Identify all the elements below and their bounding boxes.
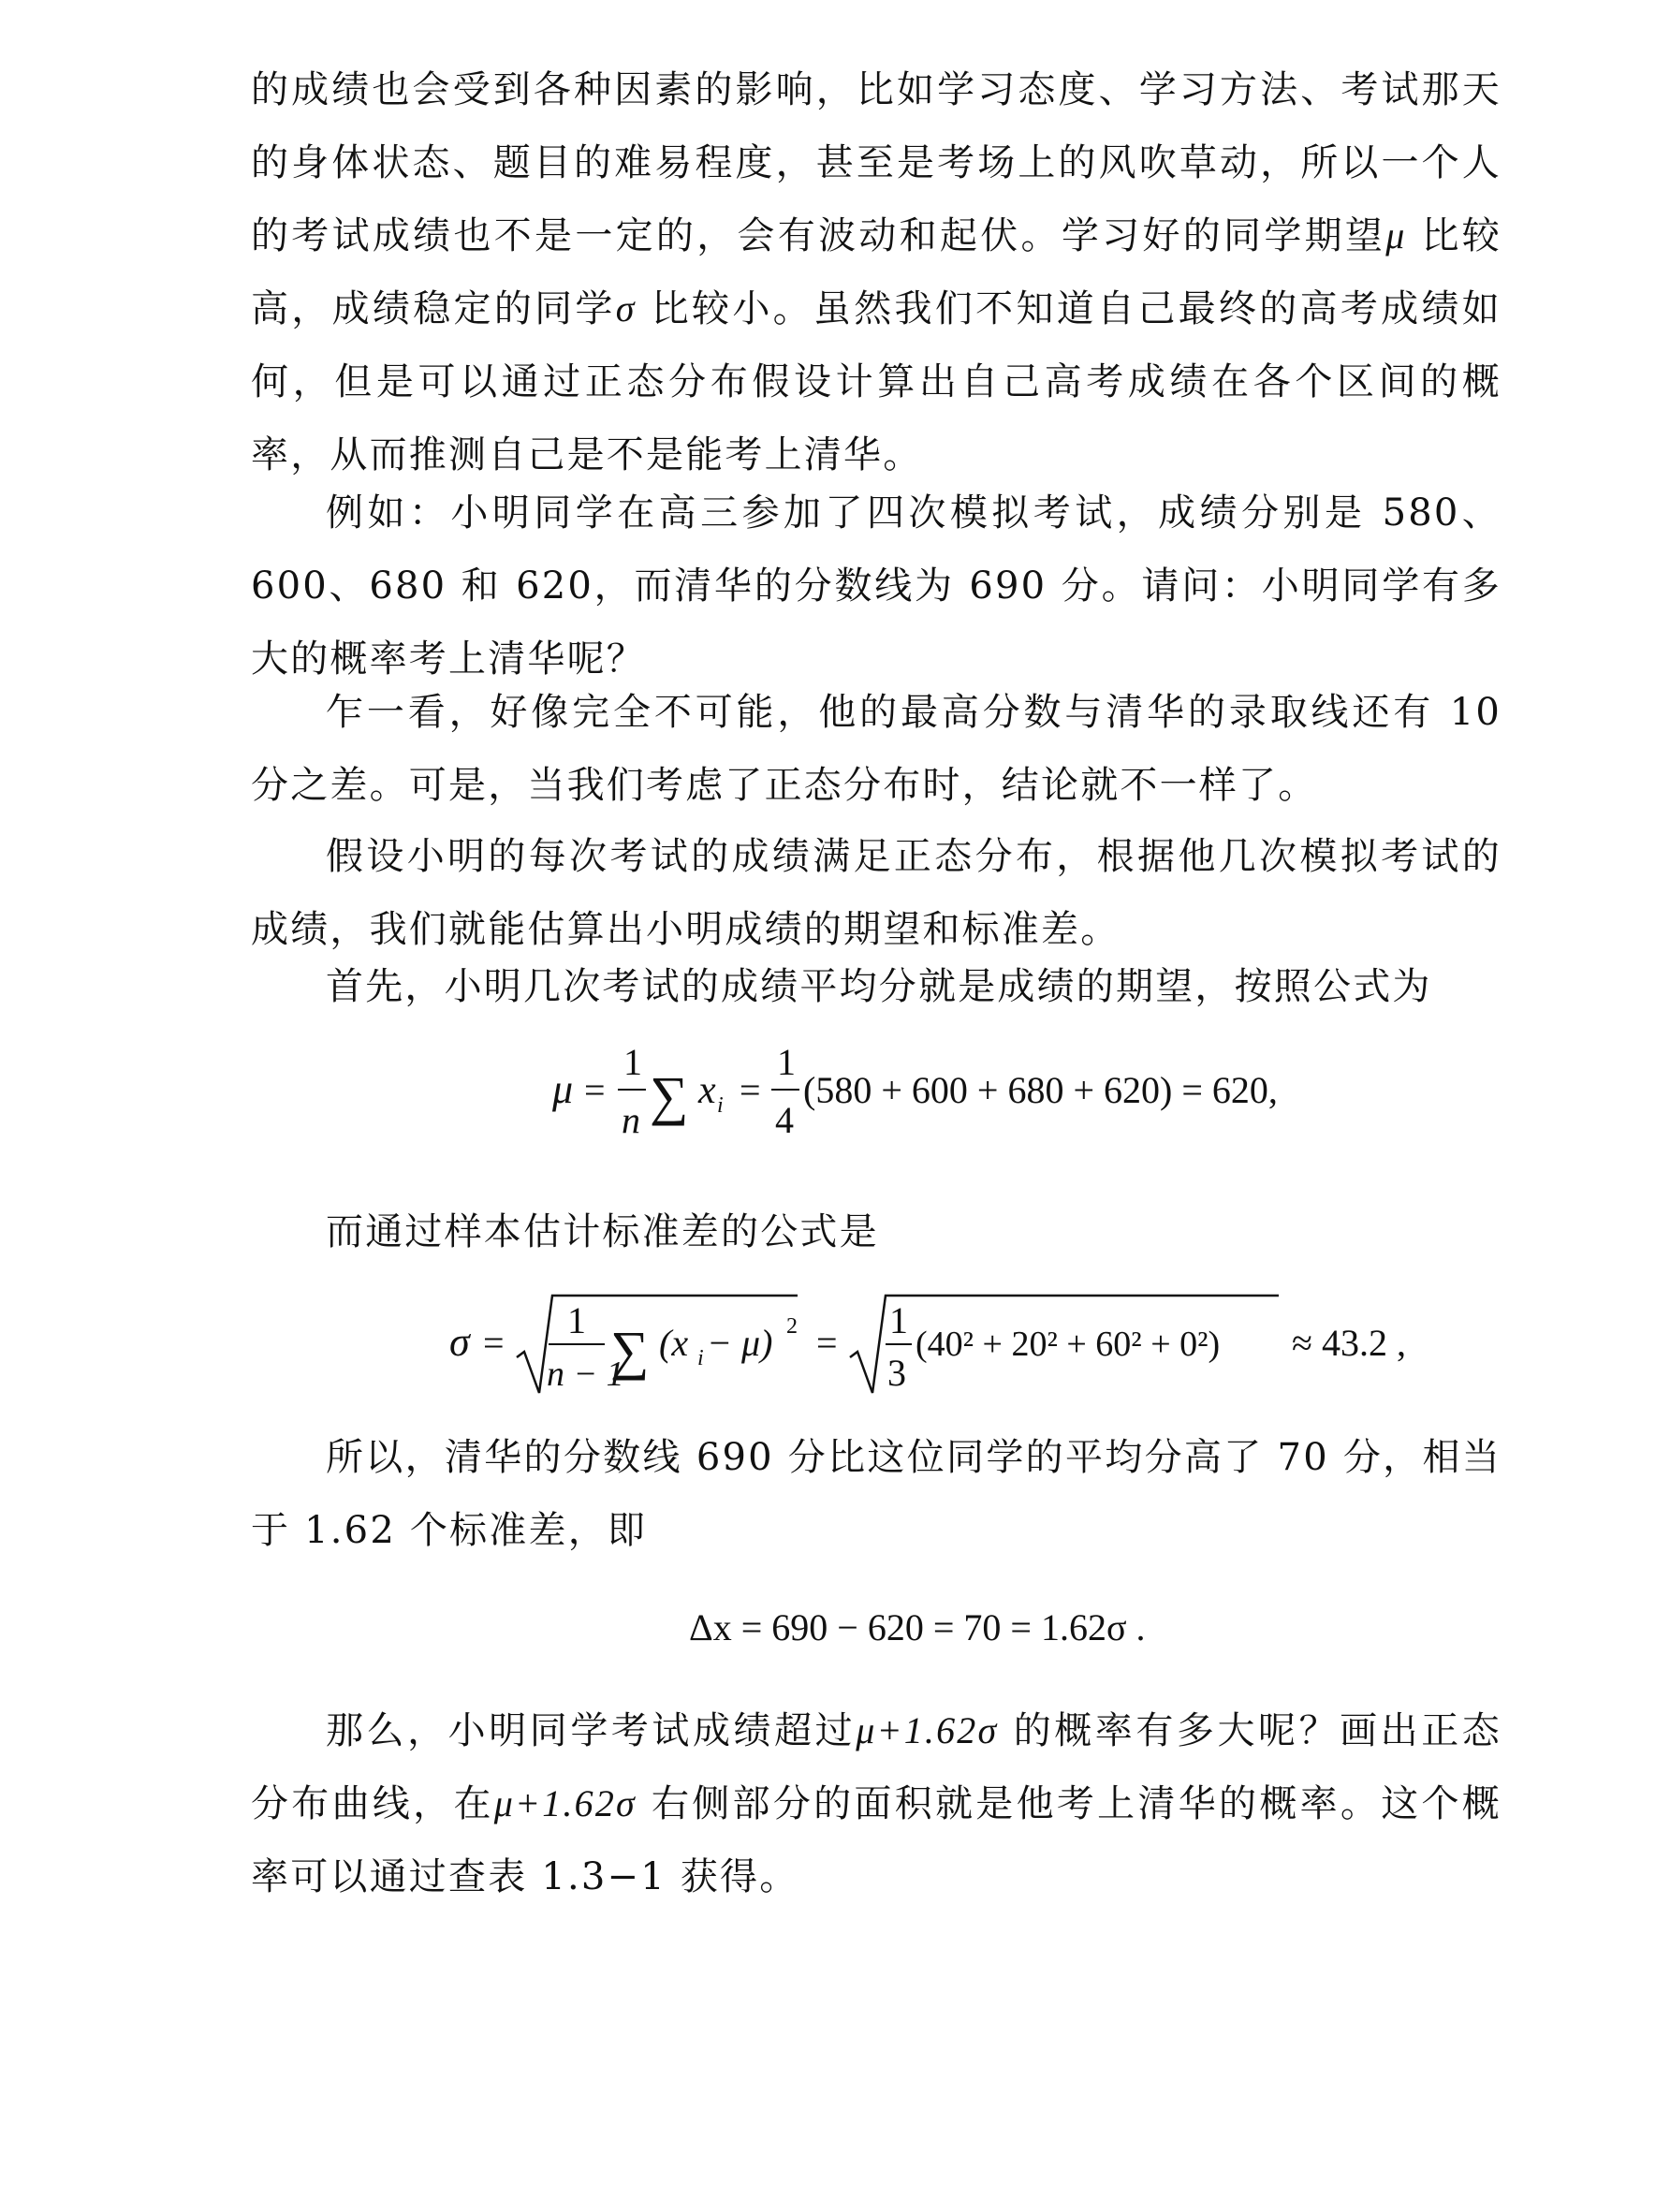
paragraph-8: [251, 1694, 1502, 1913]
mean-sub-i: i: [717, 1093, 724, 1118]
paragraph-8-text-a: 那么，小明同学考试成绩超过: [326, 1709, 857, 1752]
sd-eq1: =: [483, 1322, 505, 1364]
paragraph-8-text-c: 右侧部分的面积就是他考上清华的概率。这个概率可以通过查表 1.3−1 获得。: [251, 1782, 1502, 1898]
mean-formula: [552, 1041, 1278, 1159]
paragraph-4-text: 假设小明的每次考试的成绩满足正态分布，根据他几次模拟考试的成绩，我们就能估算出小明成绩的期望和标准差。: [251, 835, 1502, 951]
mean-x: x: [698, 1069, 716, 1112]
paragraph-1-text-c: 比较小。虽然我们不知道自己最终的高考成绩如何，但是可以通过正态分布假设计算出自己高考成绩在各个区间的概率，从而推测自己是不是能考上清华。: [251, 287, 1502, 476]
sd-inner: (x: [659, 1322, 689, 1364]
paragraph-2: [251, 476, 1502, 696]
paragraph-1-text: 的成绩也会受到各种因素的影响，比如学习态度、学习方法、考试那天的身体状态、题目的难易程度，甚至是考场上的风吹草动，所以一个人的考试成绩也不是一定的，会有波动和起伏。学习好的同学期望: [251, 68, 1502, 257]
sd-frac2-num: 1: [889, 1299, 908, 1341]
paragraph-4: [251, 820, 1502, 966]
mean-eq1: =: [584, 1069, 606, 1111]
paragraph-3-text: 乍一看，好像完全不可能，他的最高分数与清华的录取线还有 10 分之差。可是，当我们考虑了正态分布时，结论就不一样了。: [251, 691, 1502, 807]
sd-frac-num: 1: [567, 1299, 586, 1341]
sd-inner2: − μ): [707, 1322, 773, 1364]
paragraph-5-text: 首先，小明几次考试的成绩平均分就是成绩的期望，按照公式为: [326, 965, 1432, 1008]
sd-sum: ∑: [610, 1320, 650, 1381]
mu-plus-sigma-expr-1: μ+1.62σ: [856, 1709, 999, 1751]
mean-frac2-den: 4: [775, 1099, 794, 1141]
sd-approx: ≈ 43.2 ,: [1292, 1322, 1406, 1364]
paragraph-7: [251, 1421, 1502, 1567]
paragraph-6: [251, 1195, 1502, 1268]
sd-formula: [449, 1292, 1423, 1404]
mean-frac-den: n: [622, 1099, 640, 1141]
sd-rhs: (40² + 20² + 60² + 0²): [916, 1325, 1221, 1364]
mean-sum: ∑: [650, 1065, 689, 1126]
paragraph-8-text-b: 的概率有多大呢？画出正态分布曲线，在: [251, 1709, 1502, 1825]
mean-eq2: =: [740, 1069, 761, 1111]
paragraph-6-text: 而通过样本估计标准差的公式是: [326, 1210, 879, 1253]
delta-formula: [689, 1599, 1176, 1655]
sd-sub-i: i: [697, 1346, 704, 1370]
sd-eq2: =: [816, 1322, 838, 1364]
sigma-symbol: σ: [615, 287, 637, 330]
delta-expression: Δx = 690 − 620 = 70 = 1.62σ .: [689, 1606, 1146, 1648]
sd-frac2-den: 3: [887, 1352, 906, 1394]
paragraph-5: [251, 950, 1502, 1023]
mean-rhs: (580 + 600 + 680 + 620) = 620,: [803, 1069, 1278, 1111]
paragraph-3: [251, 676, 1502, 822]
sd-frac-den: n − 1: [547, 1355, 624, 1394]
mu-symbol: μ: [1385, 214, 1407, 256]
paragraph-1-text-b: 比较高，成绩稳定的同学: [251, 214, 1502, 330]
paragraph-2-text: 例如：小明同学在高三参加了四次模拟考试，成绩分别是 580、600、680 和 620，而清华的分数线为 690 分。请问：小明同学有多大的概率考上清华呢？: [251, 491, 1502, 681]
mean-frac-num: 1: [623, 1041, 642, 1083]
sd-sq: 2: [786, 1314, 798, 1339]
paragraph-1: [251, 53, 1502, 491]
paragraph-7-text: 所以，清华的分数线 690 分比这位同学的平均分高了 70 分，相当于 1.62 个标准差，即: [251, 1436, 1502, 1552]
mu-plus-sigma-expr-2: μ+1.62σ: [493, 1782, 637, 1824]
mean-frac2-num: 1: [777, 1041, 796, 1083]
sd-sigma: σ: [449, 1319, 470, 1365]
mean-mu: μ: [552, 1066, 574, 1112]
